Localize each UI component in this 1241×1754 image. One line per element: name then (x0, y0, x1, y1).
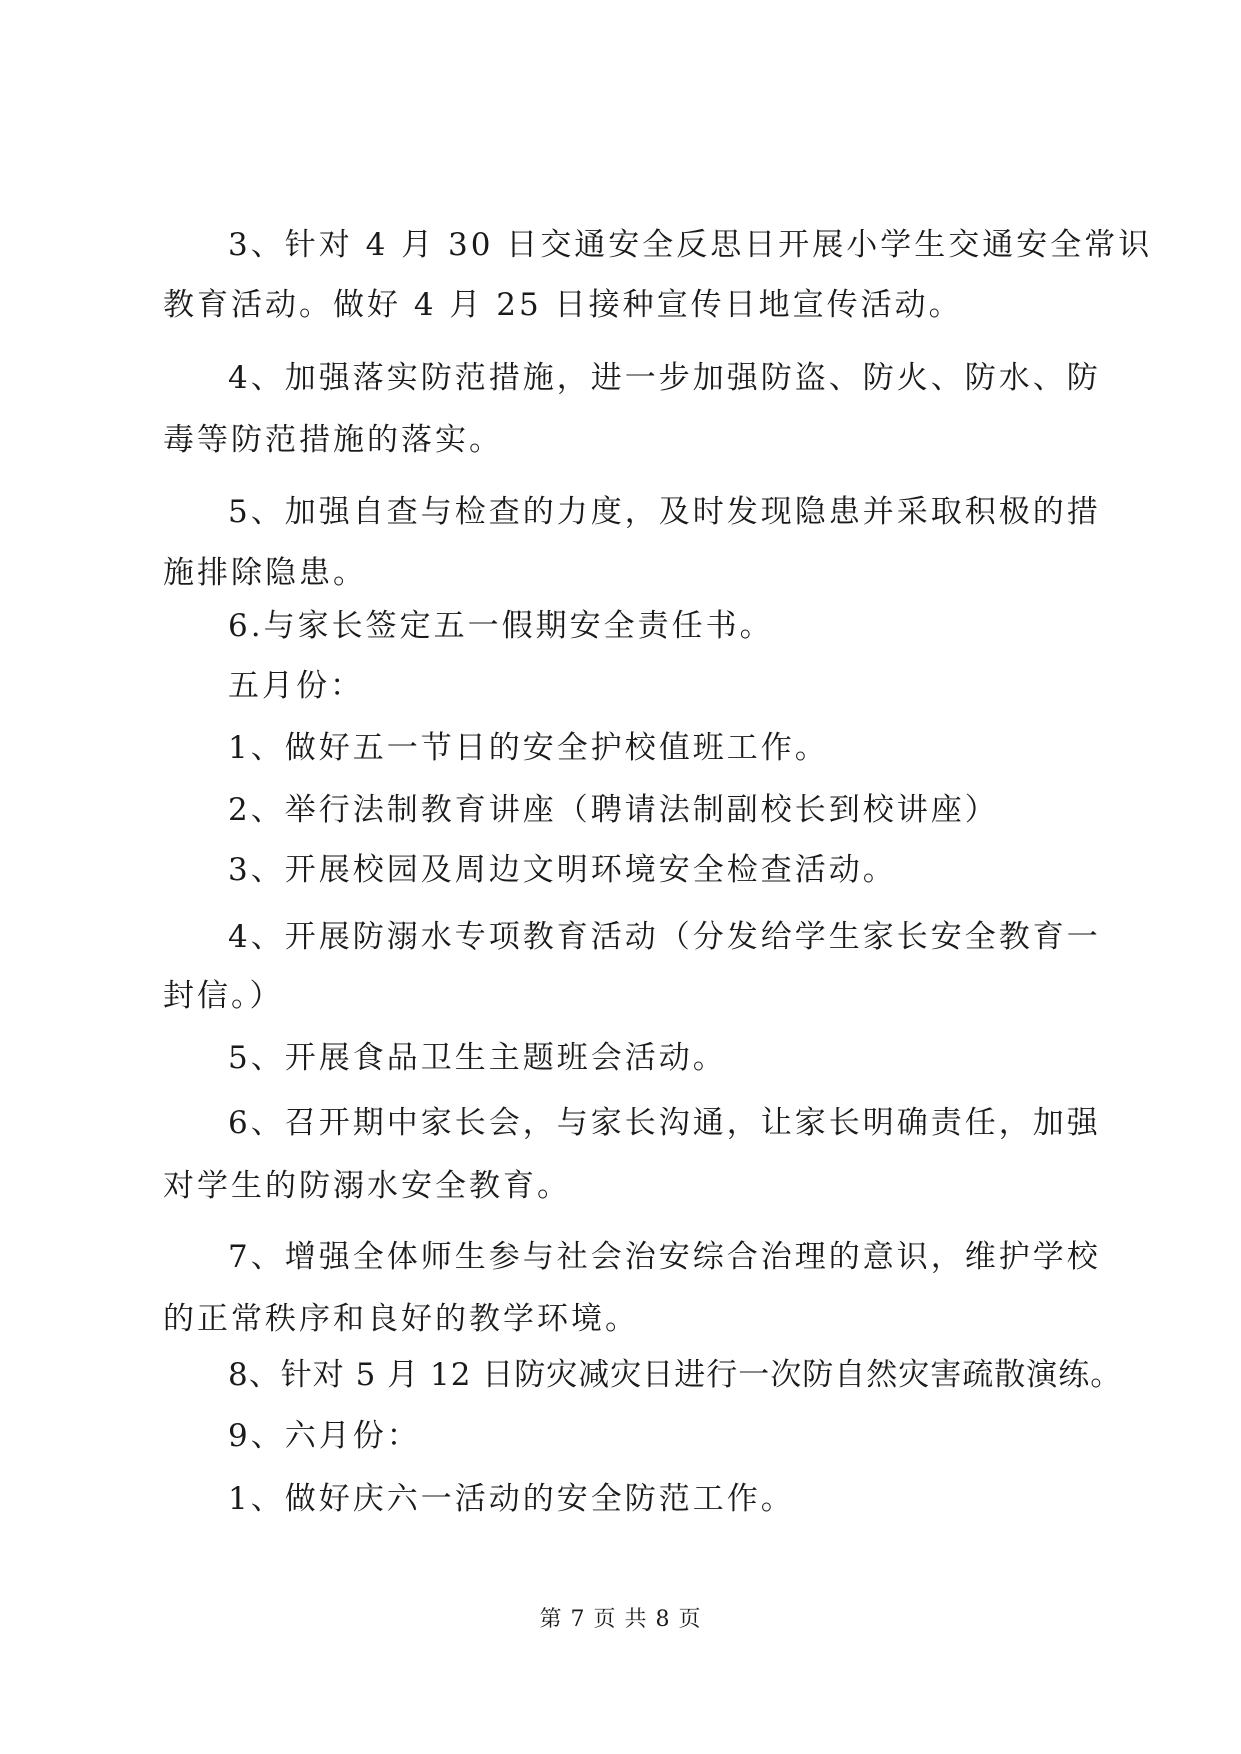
paragraph-line: 教育活动。做好 4 月 25 日接种宣传日地宣传活动。 (163, 287, 963, 323)
section-heading: 9、六月份： (228, 1418, 421, 1454)
section-heading: 五月份： (228, 668, 364, 704)
paragraph-line: 毒等防范措施的落实。 (163, 422, 503, 458)
paragraph-line: 5、开展食品卫生主题班会活动。 (228, 1040, 727, 1076)
paragraph-line: 8、针对 5 月 12 日防灾减灾日进行一次防自然灾害疏散演练。 (228, 1357, 1123, 1393)
page-footer: 第 7 页 共 8 页 (539, 1607, 702, 1632)
paragraph-line: 对学生的防溺水安全教育。 (163, 1168, 571, 1204)
paragraph-line: 7、增强全体师生参与社会治安综合治理的意识，维护学校 (228, 1239, 1101, 1275)
paragraph-line: 6.与家长签定五一假期安全责任书。 (228, 608, 774, 644)
paragraph-line: 封信。） (163, 978, 284, 1014)
paragraph-line: 的正常秩序和良好的教学环境。 (163, 1301, 639, 1337)
paragraph-line: 施排除隐患。 (163, 555, 367, 591)
paragraph-line: 3、针对 4 月 30 日交通安全反思日开展小学生交通安全常识 (228, 227, 1153, 263)
paragraph-line: 4、开展防溺水专项教育活动（分发给学生家长安全教育一 (228, 919, 1101, 955)
paragraph-line: 2、举行法制教育讲座（聘请法制副校长到校讲座） (228, 792, 999, 828)
paragraph-line: 1、做好庆六一活动的安全防范工作。 (228, 1481, 795, 1517)
paragraph-line: 4、加强落实防范措施，进一步加强防盗、防火、防水、防 (228, 360, 1101, 396)
paragraph-line: 6、召开期中家长会，与家长沟通，让家长明确责任，加强 (228, 1105, 1101, 1141)
paragraph-line: 3、开展校园及周边文明环境安全检查活动。 (228, 852, 897, 888)
paragraph-line: 5、加强自查与检查的力度，及时发现隐患并采取积极的措 (228, 494, 1101, 530)
paragraph-line: 1、做好五一节日的安全护校值班工作。 (228, 730, 829, 766)
